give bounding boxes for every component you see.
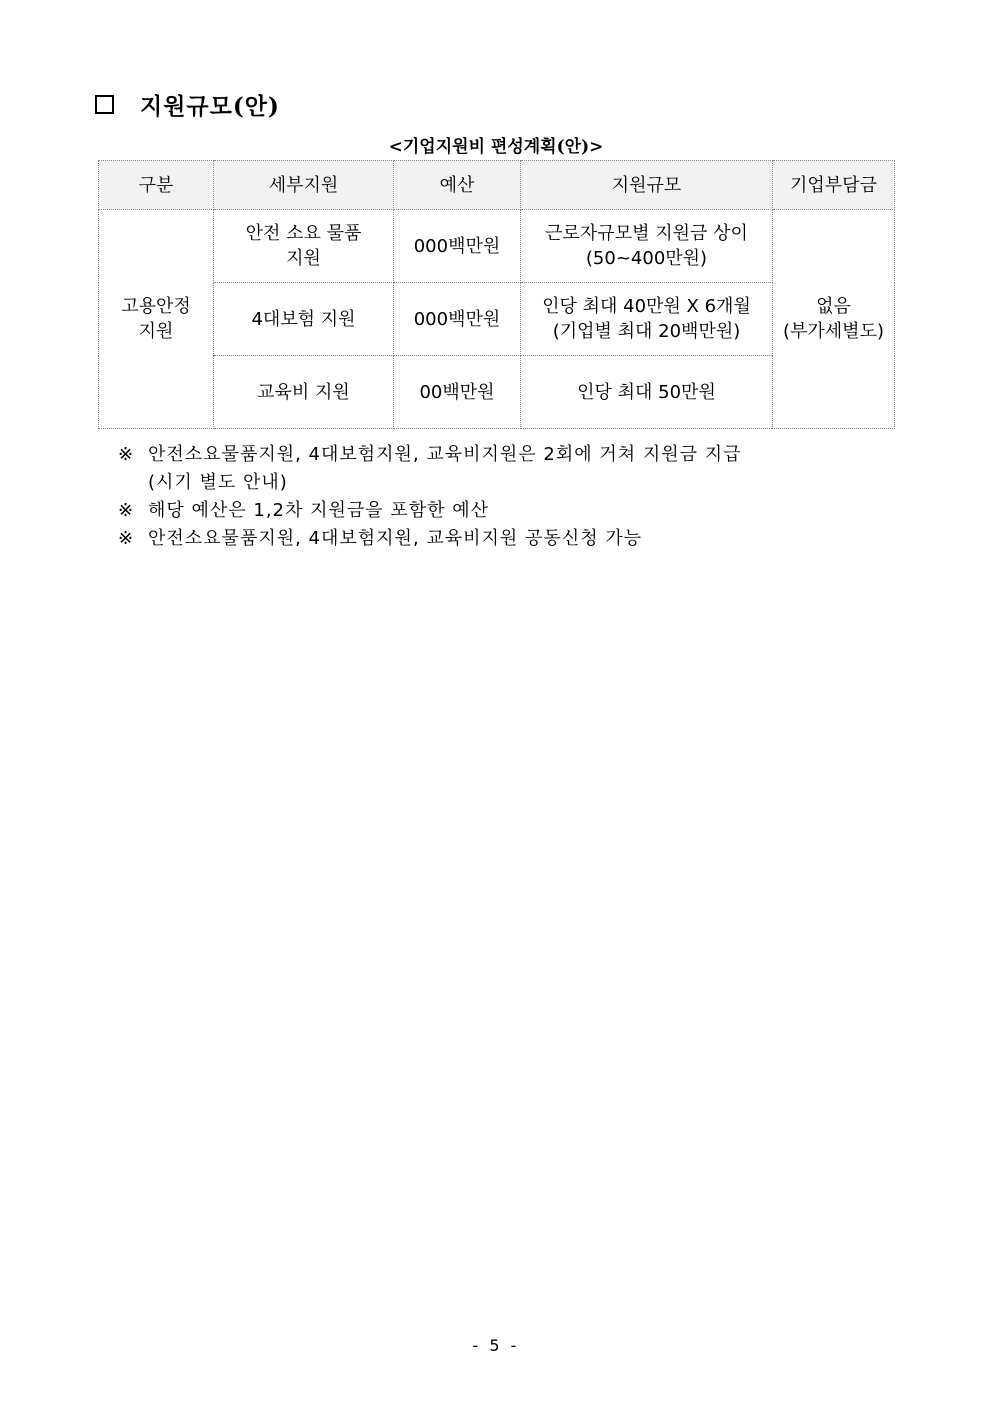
category-cell: 고용안정 지원 — [99, 210, 214, 429]
table-caption: <기업지원비 편성계획(안)> — [388, 137, 604, 157]
reference-mark-icon: ※ — [118, 444, 134, 465]
detail-cell: 안전 소요 물품 지원 — [214, 210, 394, 283]
company-burden-cell: 없음 (부가세별도) — [773, 210, 895, 429]
note-item — [118, 497, 742, 525]
note-item — [118, 441, 742, 497]
budget-cell: 00백만원 — [394, 356, 521, 429]
header-scale: 지원규모 — [521, 161, 773, 210]
section-title: 지원규모(안) — [140, 93, 280, 120]
scale-cell: 인당 최대 50만원 — [521, 356, 773, 429]
budget-cell: 000백만원 — [394, 283, 521, 356]
note-text: 안전소요물품지원, 4대보험지원, 교육비지원 공동신청 가능 — [148, 528, 643, 549]
header-company-burden: 기업부담금 — [773, 161, 895, 210]
table-header-row — [99, 161, 895, 210]
section-heading — [95, 88, 280, 121]
header-budget: 예산 — [394, 161, 521, 210]
detail-cell: 4대보험 지원 — [214, 283, 394, 356]
note-text: 해당 예산은 1,2차 지원금을 포함한 예산 — [148, 500, 490, 521]
scale-cell: 근로자규모별 지원금 상이 (50~400만원) — [521, 210, 773, 283]
budget-table — [98, 160, 895, 429]
page-number: - 5 - — [472, 1336, 520, 1355]
note-text: 안전소요물품지원, 4대보험지원, 교육비지원은 2회에 거쳐 지원금 지급 (시기 별도 안내) — [148, 444, 742, 493]
reference-mark-icon: ※ — [118, 500, 134, 521]
header-detail: 세부지원 — [214, 161, 394, 210]
budget-cell: 000백만원 — [394, 210, 521, 283]
note-item — [118, 525, 742, 553]
checkbox-square-icon — [95, 95, 114, 114]
scale-cell: 인당 최대 40만원 X 6개월 (기업별 최대 20백만원) — [521, 283, 773, 356]
detail-cell: 교육비 지원 — [214, 356, 394, 429]
header-category: 구분 — [99, 161, 214, 210]
notes-list — [118, 441, 742, 553]
reference-mark-icon: ※ — [118, 528, 134, 549]
table-row — [99, 210, 895, 283]
